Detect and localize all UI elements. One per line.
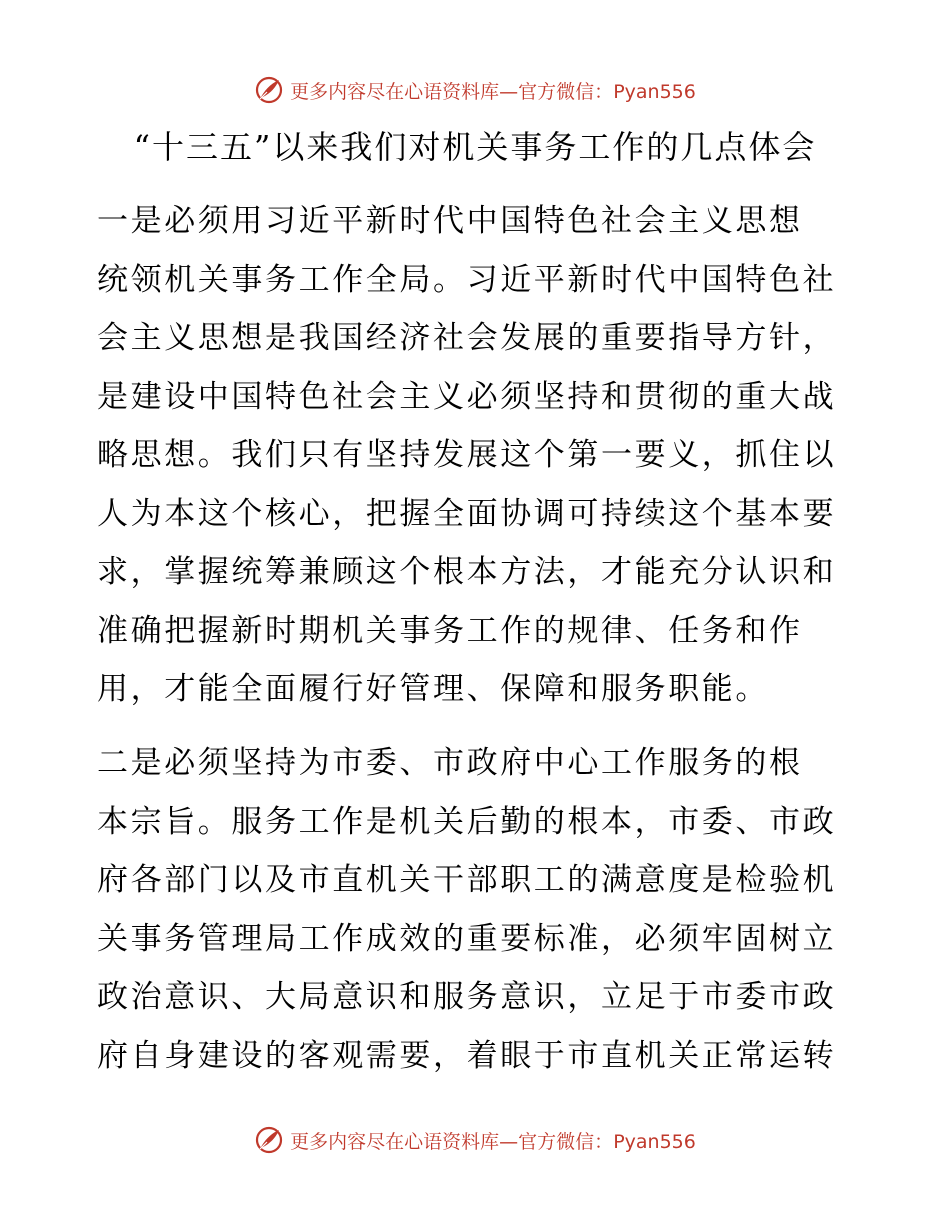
text-line: 求，掌握统筹兼顾这个根本方法，才能充分认识和 xyxy=(97,554,837,590)
text-line: 统领机关事务工作全局。习近平新时代中国特色社 xyxy=(97,261,837,298)
quill-logo-icon xyxy=(254,75,284,105)
text-line: 准确把握新时期机关事务工作的规律、任务和作 xyxy=(97,612,803,649)
text-line: 会主义思想是我国经济社会发展的重要指导方针， xyxy=(97,320,837,356)
banner-text: 更多内容尽在心语资料库—官方微信：Pyan556 xyxy=(290,80,696,103)
text-line: 本宗旨。服务工作是机关后勤的根本，市委、市政 xyxy=(97,803,837,840)
paragraph-1 xyxy=(97,192,857,719)
text-line: 府自身建设的客观需要，着眼于市直机关正常运转 xyxy=(97,1037,837,1074)
paragraph-2 xyxy=(97,734,857,1085)
text-line: 人为本这个核心，把握全面协调可持续这个基本要 xyxy=(97,495,837,532)
document-title: “十三五”以来我们对机关事务工作的几点体会 xyxy=(133,128,817,166)
text-line: 关事务管理局工作成效的重要标准，必须牢固树立 xyxy=(97,920,837,957)
text-line: 一是必须用习近平新时代中国特色社会主义思想 xyxy=(97,203,803,239)
quill-logo-icon xyxy=(254,1125,284,1155)
banner-text: 更多内容尽在心语资料库—官方微信：Pyan556 xyxy=(290,1130,696,1153)
footer-banner xyxy=(0,1120,950,1160)
text-line: 是建设中国特色社会主义必须坚持和贯彻的重大战 xyxy=(97,378,837,415)
header-banner xyxy=(0,70,950,110)
text-line: 二是必须坚持为市委、市政府中心工作服务的根 xyxy=(97,745,803,781)
text-line: 略思想。我们只有坚持发展这个第一要义，抓住以 xyxy=(97,437,837,473)
text-line: 用，才能全面履行好管理、保障和服务职能。 xyxy=(97,671,769,707)
text-line: 府各部门以及市直机关干部职工的满意度是检验机 xyxy=(97,862,837,898)
text-line: 政治意识、大局意识和服务意识，立足于市委市政 xyxy=(97,979,837,1015)
